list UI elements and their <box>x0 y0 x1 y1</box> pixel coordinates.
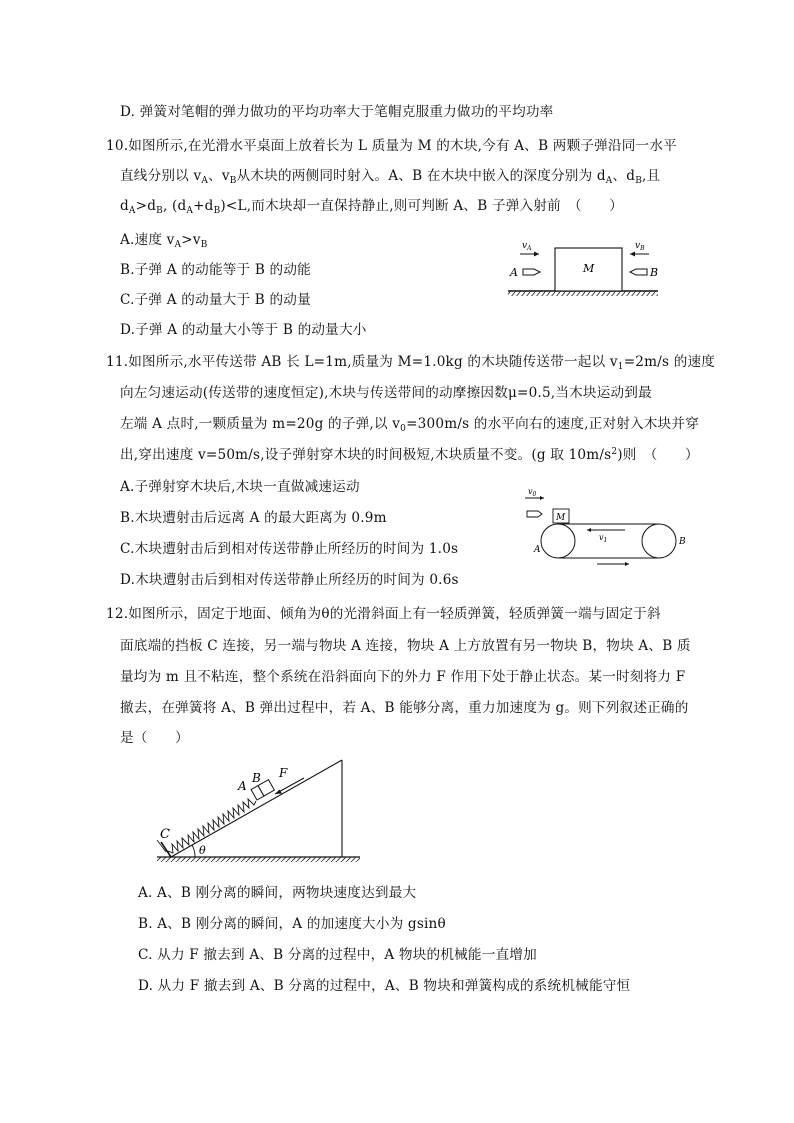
q11-pulley-b <box>642 524 676 558</box>
q12-baffle-c <box>161 842 171 857</box>
q10-bullet-b <box>630 269 647 275</box>
q12-stem-line5: 是（ ） <box>120 730 189 746</box>
q11-bullet <box>527 511 542 517</box>
q11-label-B: B <box>679 537 686 547</box>
q11-stem-line3: 左端 A 点时,一颗质量为 m=20g 的子弹,以 $v_0=300m/s$ 的水平向右的速度,正对射入木块并穿 <box>120 416 700 434</box>
q11-option-b: B.木块遭射击后远离 A 的最大距离为 0.9m <box>120 510 387 526</box>
q11-figure-conveyor <box>525 482 690 570</box>
q10-label-vA: $v_A$ <box>522 241 532 252</box>
q12-label-B: B <box>252 771 261 785</box>
q10-stem-line3: $d_A>d_B$, $(d_A+d_B)<L$,而木块却一直保持静止,则可判断 A、B 子弹入射前 （ ） <box>120 198 624 216</box>
q12-angle-arc <box>192 845 195 857</box>
q11-stem-line1: 11.如图所示,水平传送带 AB 长 L=1m,质量为 M=1.0kg 的木块随传送带一起以 $v_1=2m/s$ 的速度 <box>106 354 716 372</box>
q11-label-v0: $v_0$ <box>528 487 537 498</box>
q12-label-F: F <box>279 766 288 780</box>
q11-label-A: A <box>534 545 541 555</box>
q12-stem-line2: 面底端的挡板 C 连接，另一端与物块 A 连接，物块 A 上方放置有另一物块 B，物块 A、B 质 <box>120 638 691 654</box>
q10-figure-block-bullets <box>505 232 660 300</box>
q11-option-a: A.子弹射穿木块后,木块一直做减速运动 <box>120 479 360 495</box>
q10-option-a: A.速度 $v_A>v_B$ <box>120 232 208 250</box>
q12-ground-hatch <box>157 857 360 862</box>
q12-label-A: A <box>238 779 247 793</box>
q9-option-d: D. 弹簧对笔帽的弹力做功的平均功率大于笔帽克服重力做功的平均功率 <box>120 104 554 120</box>
q12-stem-line1: 12.如图所示，固定于地面、倾角为θ的光滑斜面上有一轻质弹簧，轻质弹簧一端与固定于斜 <box>106 606 661 622</box>
q11-label-M: M <box>556 513 566 523</box>
q11-pulley-a <box>541 524 575 558</box>
q10-label-A: A <box>510 266 518 279</box>
q10-label-B: B <box>650 266 659 279</box>
q11-label-v1: $v_1$ <box>599 533 608 544</box>
q10-label-M: M <box>583 262 595 275</box>
q11-stem-line2: 向左匀速运动(传送带的速度恒定),木块与传送带间的动摩擦因数μ=0.5,当木块运动到最 <box>120 385 652 401</box>
q10-option-b: B.子弹 A 的动能等于 B 的动能 <box>120 262 311 278</box>
q12-label-theta: θ <box>199 844 206 857</box>
q12-option-a: A. A、B 刚分离的瞬间，两物块速度达到最大 <box>138 885 417 901</box>
q10-bullet-a <box>523 269 540 275</box>
q12-stem-line3: 量均为 m 且不粘连，整个系统在沿斜面向下的外力 F 作用下处于静止状态。某一时刻将力 F <box>120 669 686 685</box>
q10-stem-line2: 直线分别以 $v_A$、$v_B$从木块的两侧同时射入。A、B 在木块中嵌入的深度分别为 $d_A$、$d_B$,且 <box>120 168 661 186</box>
q12-spring <box>168 799 256 853</box>
q10-option-c: C.子弹 A 的动量大于 B 的动量 <box>120 292 311 308</box>
q12-stem-line4: 撤去，在弹簧将 A、B 弹出过程中，若 A、B 能够分离，重力加速度为 g。则下列叙述正确的 <box>120 700 689 716</box>
q12-option-b: B. A、B 刚分离的瞬间，A 的加速度大小为 gsinθ <box>138 916 446 932</box>
q10-label-vB: $v_B$ <box>635 241 645 252</box>
q10-stem-line1: 10.如图所示,在光滑水平桌面上放着长为 L 质量为 M 的木块,今有 A、B 两颗子弹沿同一水平 <box>106 138 677 154</box>
q11-option-c: C.木块遭射击后到相对传送带静止所经历的时间为 1.0s <box>120 541 459 557</box>
q11-option-d: D.木块遭射击后到相对传送带静止所经历的时间为 0.6s <box>120 572 459 588</box>
q12-option-d: D. 从力 F 撤去到 A、B 分离的过程中，A、B 物块和弹簧构成的系统机械能守恒 <box>138 978 631 994</box>
q12-label-C: C <box>160 827 170 842</box>
q11-stem-line4: 出,穿出速度 v=50m/s,设子弹射穿木块的时间极短,木块质量不变。(g 取 $10m/s^2$)则 （ ） <box>120 447 699 463</box>
q12-figure-incline-spring <box>152 756 367 868</box>
q12-option-c: C. 从力 F 撤去到 A、B 分离的过程中，A 物块的机械能一直增加 <box>138 947 537 963</box>
q10-option-d: D.子弹 A 的动量大小等于 B 的动量大小 <box>120 322 367 338</box>
q10-table-hatch <box>508 291 658 296</box>
